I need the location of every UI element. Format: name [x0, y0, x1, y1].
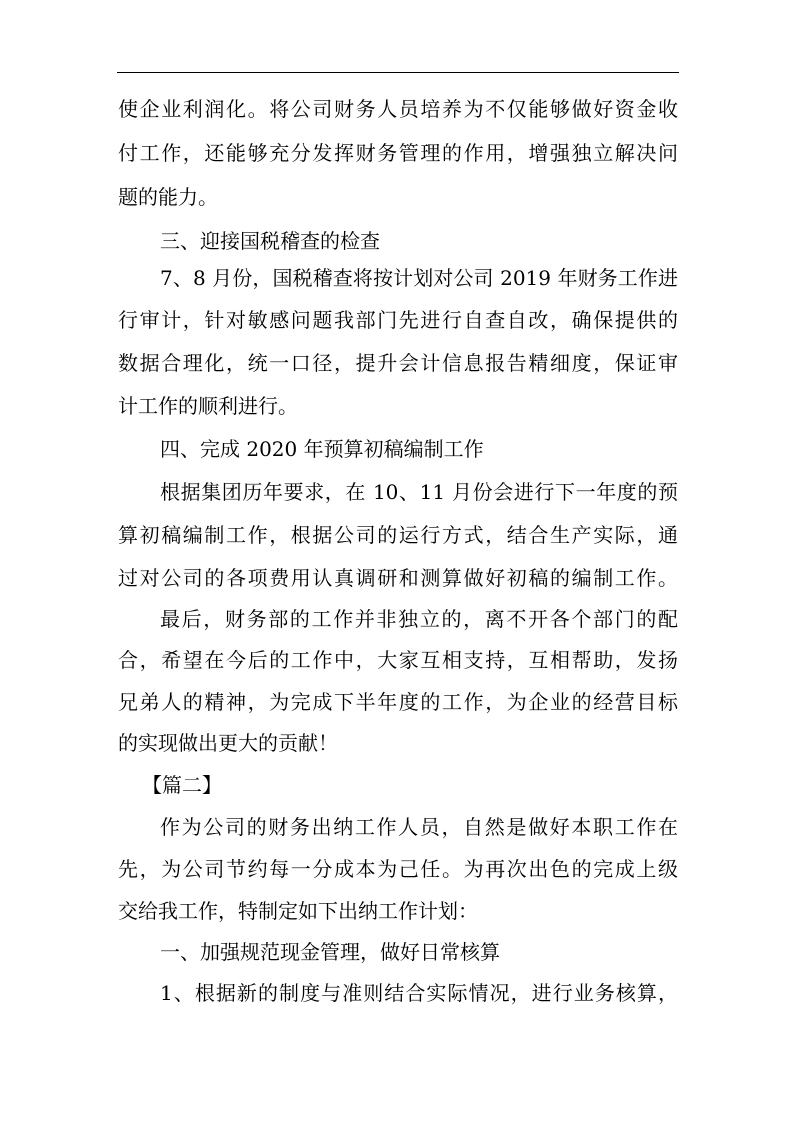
paragraph-line: 过对公司的各项费用认真调研和测算做好初稿的编制工作。 — [118, 566, 678, 590]
section-heading: 四、完成 2020 年预算初稿编制工作 — [160, 437, 484, 461]
paragraph-line: 兄弟人的精神，为完成下半年度的工作，为企业的经营目标 — [118, 690, 678, 714]
section-heading: 一、加强规范现金管理，做好日常核算 — [160, 940, 500, 964]
paragraph-line: 根据集团历年要求，在 10、11 月份会进行下一年度的预 — [160, 480, 678, 504]
paragraph-line: 7、8 月份，国税稽查将按计划对公司 2019 年财务工作进 — [160, 266, 678, 290]
paragraph-line: 作为公司的财务出纳工作人员，自然是做好本职工作在 — [160, 815, 678, 839]
paragraph-line: 付工作，还能够充分发挥财务管理的作用，增强独立解决问 — [118, 141, 678, 165]
section-heading: 三、迎接国税稽查的检查 — [160, 229, 380, 253]
paragraph-line: 算初稿编制工作，根据公司的运行方式，结合生产实际，通 — [118, 523, 678, 547]
paragraph-line: 行审计，针对敏感问题我部门先进行自查自改，确保提供的 — [118, 308, 678, 332]
paragraph-line: 的实现做出更大的贡献！ — [118, 731, 338, 755]
paragraph-line: 1、根据新的制度与准则结合实际情况，进行业务核算， — [160, 981, 678, 1005]
paragraph-line: 数据合理化，统一口径，提升会计信息报告精细度，保证审 — [118, 351, 678, 375]
paragraph-line: 最后，财务部的工作并非独立的，离不开各个部门的配 — [160, 607, 678, 631]
header-rule — [117, 72, 679, 73]
paragraph-line: 合，希望在今后的工作中，大家互相支持，互相帮助，发扬 — [118, 648, 678, 672]
paragraph-line: 题的能力。 — [118, 185, 218, 209]
section-marker: 【篇二】 — [142, 773, 222, 797]
paragraph-line: 使企业利润化。将公司财务人员培养为不仅能够做好资金收 — [118, 97, 678, 121]
paragraph-line: 计工作的顺利进行。 — [118, 394, 298, 418]
paragraph-line: 先，为公司节约每一分成本为己任。为再次出色的完成上级 — [118, 857, 678, 881]
paragraph-line: 交给我工作，特制定如下出纳工作计划： — [118, 899, 478, 923]
